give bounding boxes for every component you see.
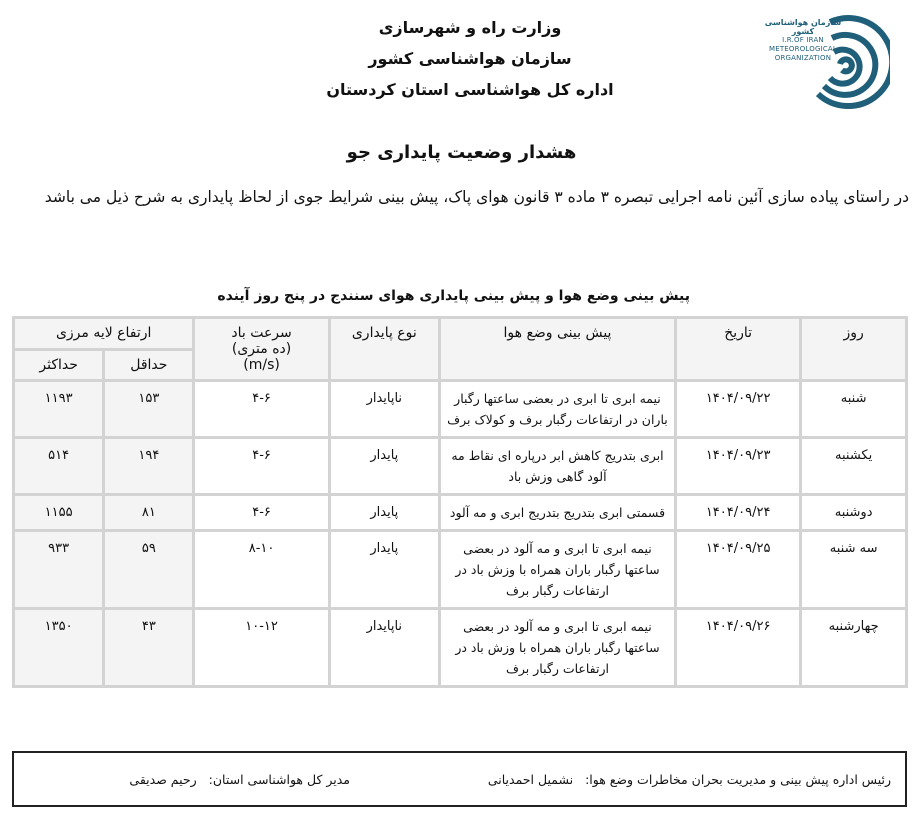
cell-wind: ۴-۶ <box>194 381 329 438</box>
cell-stability: پایدار <box>329 495 439 531</box>
cell-wind: ۸-۱۰ <box>194 531 329 609</box>
cell-date: ۱۴۰۴/۰۹/۲۲ <box>676 381 801 438</box>
cell-wind: ۴-۶ <box>194 495 329 531</box>
cell-wind: ۱۰-۱۲ <box>194 609 329 687</box>
cell-date: ۱۴۰۴/۰۹/۲۳ <box>676 438 801 495</box>
cell-blh-max: ۱۳۵۰ <box>14 609 104 687</box>
header-row <box>14 318 907 350</box>
cell-day: یکشنبه <box>801 438 907 495</box>
cell-forecast: نیمه ابری تا ابری و مه آلود در بعضی ساعتها رگبار باران همراه با وزش باد در ارتفاعات رگبار برف <box>439 531 675 609</box>
signature-forecast-head <box>488 772 891 787</box>
document-title: هشدار وضعیت پایداری جو <box>346 142 577 163</box>
spiral-emblem-icon <box>810 14 890 114</box>
signature-director <box>129 772 350 787</box>
organization-logo <box>752 14 892 114</box>
header-blh-min: حداقل <box>104 349 194 381</box>
header-day: روز <box>801 318 907 381</box>
signature-director-name: رحیم صدیقی <box>129 772 197 787</box>
cell-day: شنبه <box>801 381 907 438</box>
logo-name-fa: سازمان هواشناسی کشور <box>764 18 842 36</box>
cell-blh-min: ۱۹۴ <box>104 438 194 495</box>
cell-stability: پایدار <box>329 531 439 609</box>
cell-blh-max: ۵۱۴ <box>14 438 104 495</box>
signature-box <box>12 751 907 807</box>
letterhead <box>260 12 680 105</box>
organization-name: سازمان هواشناسی کشور <box>368 49 572 68</box>
cell-blh-min: ۵۹ <box>104 531 194 609</box>
table-row <box>14 495 907 531</box>
signature-forecast-head-name: نشمیل احمدیانی <box>487 772 574 787</box>
cell-forecast: قسمتی ابری بتدریج بتدریج ابری و مه آلود <box>439 495 675 531</box>
cell-wind: ۴-۶ <box>194 438 329 495</box>
cell-day: دوشنبه <box>801 495 907 531</box>
cell-date: ۱۴۰۴/۰۹/۲۵ <box>676 531 801 609</box>
logo-name-en-1: I.R.OF IRAN <box>782 36 824 44</box>
cell-blh-max: ۹۳۳ <box>14 531 104 609</box>
logo-name-en-2: METEOROLOGICAL <box>768 45 838 53</box>
table-row <box>14 531 907 609</box>
cell-stability: ناپایدار <box>329 609 439 687</box>
header-boundary-layer-height: ارتفاع لایه مرزی <box>14 318 194 350</box>
cell-forecast: ابری بتدریج کاهش ابر درپاره ای نقاط مه آلود گاهی وزش باد <box>439 438 675 495</box>
cell-blh-max: ۱۱۵۵ <box>14 495 104 531</box>
signature-forecast-head-title: رئیس اداره پیش بینی و مدیریت بحران مخاطرات وضع هوا: <box>585 772 891 787</box>
signature-director-title: مدیر کل هواشناسی استان: <box>208 772 350 787</box>
forecast-table <box>12 316 908 688</box>
header-wind-line2: (ده متری) <box>231 341 292 357</box>
cell-forecast: نیمه ابری تا ابری و مه آلود در بعضی ساعتها رگبار باران همراه با وزش باد در ارتفاعات رگبار برف <box>439 609 675 687</box>
header-date: تاریخ <box>676 318 801 381</box>
header-wind-speed <box>194 318 329 381</box>
cell-blh-min: ۴۳ <box>104 609 194 687</box>
cell-day: چهارشنبه <box>801 609 907 687</box>
header-stability: نوع پایداری <box>329 318 439 381</box>
cell-date: ۱۴۰۴/۰۹/۲۶ <box>676 609 801 687</box>
table-row <box>14 609 907 687</box>
cell-stability: پایدار <box>329 438 439 495</box>
header-blh-max: حداکثر <box>14 349 104 381</box>
table-caption: پیش بینی وضع هوا و پیش بینی پایداری هوای سنندج در پنج روز آینده <box>217 288 690 304</box>
provincial-office-name: اداره کل هواشناسی استان کردستان <box>326 80 614 99</box>
table-row <box>14 381 907 438</box>
logo-name-en-3: ORGANIZATION <box>774 54 832 62</box>
cell-day: سه شنبه <box>801 531 907 609</box>
intro-paragraph: در راستای پیاده سازی آئین نامه اجرایی تبصره ۳ ماده ۳ قانون هوای پاک، پیش بینی شرایط جوی از لحاظ پایداری به شرح ذیل می باشد <box>44 188 909 206</box>
cell-blh-min: ۱۵۳ <box>104 381 194 438</box>
cell-blh-max: ۱۱۹۳ <box>14 381 104 438</box>
header-wind-line1: سرعت باد <box>231 325 292 341</box>
table-row <box>14 438 907 495</box>
cell-forecast: نیمه ابری تا ابری در بعضی ساعتها رگبار باران در ارتفاعات رگبار برف و کولاک برف <box>439 381 675 438</box>
cell-stability: ناپایدار <box>329 381 439 438</box>
ministry-name: وزارت راه و شهرسازی <box>378 18 562 37</box>
cell-date: ۱۴۰۴/۰۹/۲۴ <box>676 495 801 531</box>
header-wind-line3: (m/s) <box>243 357 280 373</box>
cell-blh-min: ۸۱ <box>104 495 194 531</box>
header-forecast: پیش بینی وضع هوا <box>439 318 675 381</box>
